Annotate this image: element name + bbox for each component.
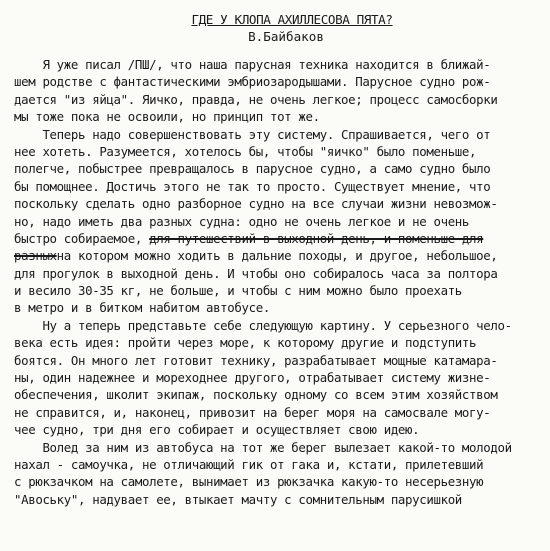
struck-out-text: для путешествий в выходной день, и поменьше для — [149, 230, 484, 246]
text-line: ны, один надежнее и мореходнее другого, отрабатывает систему жизне- — [14, 370, 491, 386]
document-author: В.Байбаков — [248, 29, 324, 44]
text-segment: быстро собираемое, — [14, 230, 150, 246]
text-line: нее хотеть. Разумеется, хотелось бы, чтобы "яичко" было поменьше, — [14, 143, 477, 159]
document-title-text: ГДЕ У КЛОПА АХИЛЛЕСОВА ПЯТА? — [191, 12, 393, 27]
paragraph-2 — [14, 126, 540, 317]
text-line: Я уже писал /ПШ/, что наша парусная техника находится в ближай- — [14, 57, 491, 72]
text-line: шем родстве с фантастическими эмбриозародышами. Парусное судно рож- — [14, 74, 491, 90]
text-line: Волед за ним из автобуса на тот же берег вылезает какой-то молодой — [14, 439, 512, 455]
text-line: боятся. Он много лет готовит технику, разрабатывает мощные катамара- — [14, 352, 498, 368]
text-line: Теперь надо совершенствовать эту систему. Спрашивается, чего от — [14, 126, 491, 142]
paragraph-1 — [14, 56, 540, 126]
text-line: не справится, и, наконец, привозит на берег моря на самосвале могу- — [14, 404, 491, 420]
paragraph-3 — [14, 317, 540, 439]
text-segment: на котором можно ходить в дальние походы, и другое, небольшое, — [56, 248, 498, 264]
text-line: но, надо иметь два разных судна: одно не очень легкое и не очень — [14, 213, 470, 229]
text-line-with-strikeout — [14, 230, 540, 247]
text-line: в метро и в битком набитом автобусе. — [14, 300, 270, 316]
text-line: "Авоську", надувает ее, втыкает мачту с сомнительным парусишкой — [14, 491, 462, 507]
text-line: мы тоже пока не освоили, но принцип тот же. — [14, 109, 320, 125]
text-line: поскольку сделать одно разборное судно на все случаи жизни невозмож- — [14, 196, 498, 212]
text-line: для прогулок в выходной день. И чтобы оно собиралось часа за полтора — [14, 265, 498, 281]
text-line: нахал - самоучка, не отличающий гик от гака и, кстати, прилетевший — [14, 456, 484, 472]
text-line: дается "из яйца". Яичко, правда, не очень легкое; процесс самосборки — [14, 91, 498, 107]
text-line: века есть идея: пройти через море, к которому другие и подступить — [14, 335, 477, 351]
text-line: и весило 30-35 кг, не больше, и чтобы с ним можно было проехать — [14, 283, 462, 299]
text-line: обеспечения, школит экипаж, поскольку одному со всем этим хозяйством — [14, 387, 498, 403]
text-line: бы помощнее. Достичь этого не так то просто. Существует мнение, что — [14, 178, 491, 194]
document-title — [14, 12, 540, 28]
text-line: с рюкзачком на самолете, вынимает из рюкзачка какую-то несерьезную — [14, 474, 484, 490]
text-line: Ну а теперь представьте себе следующую картину. У серьезного чело- — [14, 317, 512, 333]
struck-out-text: разных — [14, 248, 57, 264]
text-line-with-strikeout — [14, 247, 540, 264]
paragraph-4 — [14, 439, 540, 509]
text-line: полегче, побыстрее превращалось в парусное судно, а само судно было — [14, 161, 491, 177]
text-line: чее судно, три дня его собирает и осуществляет свою идею. — [14, 422, 420, 438]
